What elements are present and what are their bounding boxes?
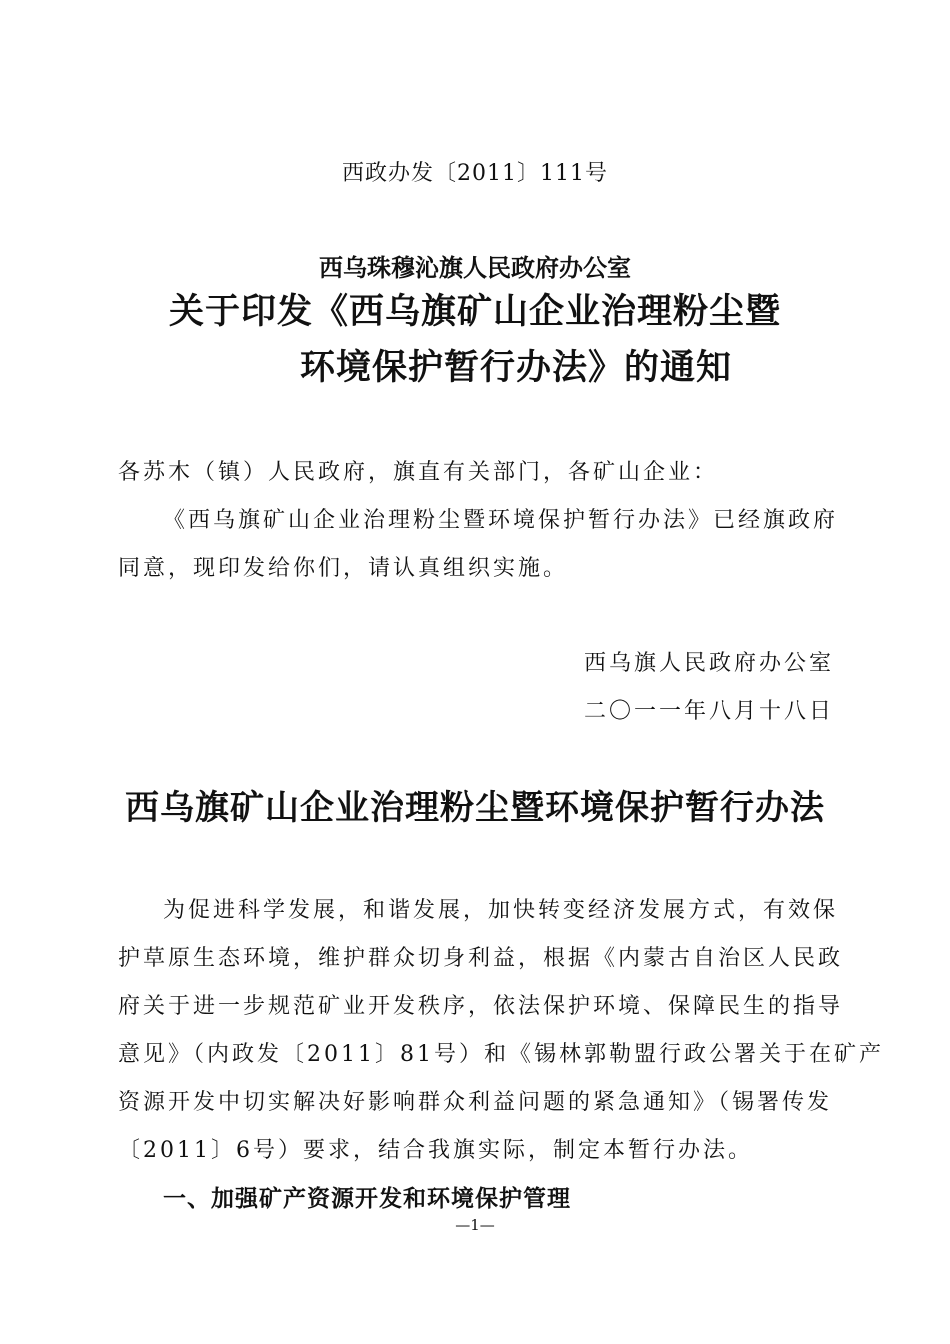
measures-title: 西乌旗矿山企业治理粉尘暨环境保护暂行办法 <box>125 788 825 828</box>
document-number: 西政办发〔2011〕111号 <box>342 161 608 186</box>
preamble-line: 府关于进一步规范矿业开发秩序，依法保护环境、保障民生的指导 <box>118 994 844 1019</box>
preamble-line: 资源开发中切实解决好影响群众利益问题的紧急通知》（锡署传发 <box>118 1090 833 1115</box>
notice-title-line-1: 关于印发《西乌旗矿山企业治理粉尘暨 <box>168 291 781 332</box>
issuing-office: 西乌珠穆沁旗人民政府办公室 <box>319 253 631 282</box>
addressee: 各苏木（镇）人民政府，旗直有关部门，各矿山企业： <box>118 460 719 485</box>
preamble-line: 〔2011〕6号）要求，结合我旗实际，制定本暂行办法。 <box>118 1138 753 1163</box>
signature-date: 二〇一一年八月十八日 <box>584 699 835 724</box>
preamble-line: 为促进科学发展，和谐发展，加快转变经济发展方式，有效保 <box>163 898 839 923</box>
page-number: —1— <box>455 1216 495 1234</box>
section-heading: 一、加强矿产资源开发和环境保护管理 <box>163 1186 571 1212</box>
preamble-line: 意见》（内政发〔2011〕81号）和《锡林郭勒盟行政公署关于在矿产 <box>118 1042 884 1067</box>
notice-body-line-1: 《西乌旗矿山企业治理粉尘暨环境保护暂行办法》已经旗政府 <box>163 508 839 533</box>
notice-body-line-2: 同意，现印发给你们，请认真组织实施。 <box>118 556 569 581</box>
notice-title-line-2: 环境保护暂行办法》的通知 <box>300 347 733 388</box>
signature-organization: 西乌旗人民政府办公室 <box>584 651 835 676</box>
preamble-line: 护草原生态环境，维护群众切身利益，根据《内蒙古自治区人民政 <box>118 946 844 971</box>
